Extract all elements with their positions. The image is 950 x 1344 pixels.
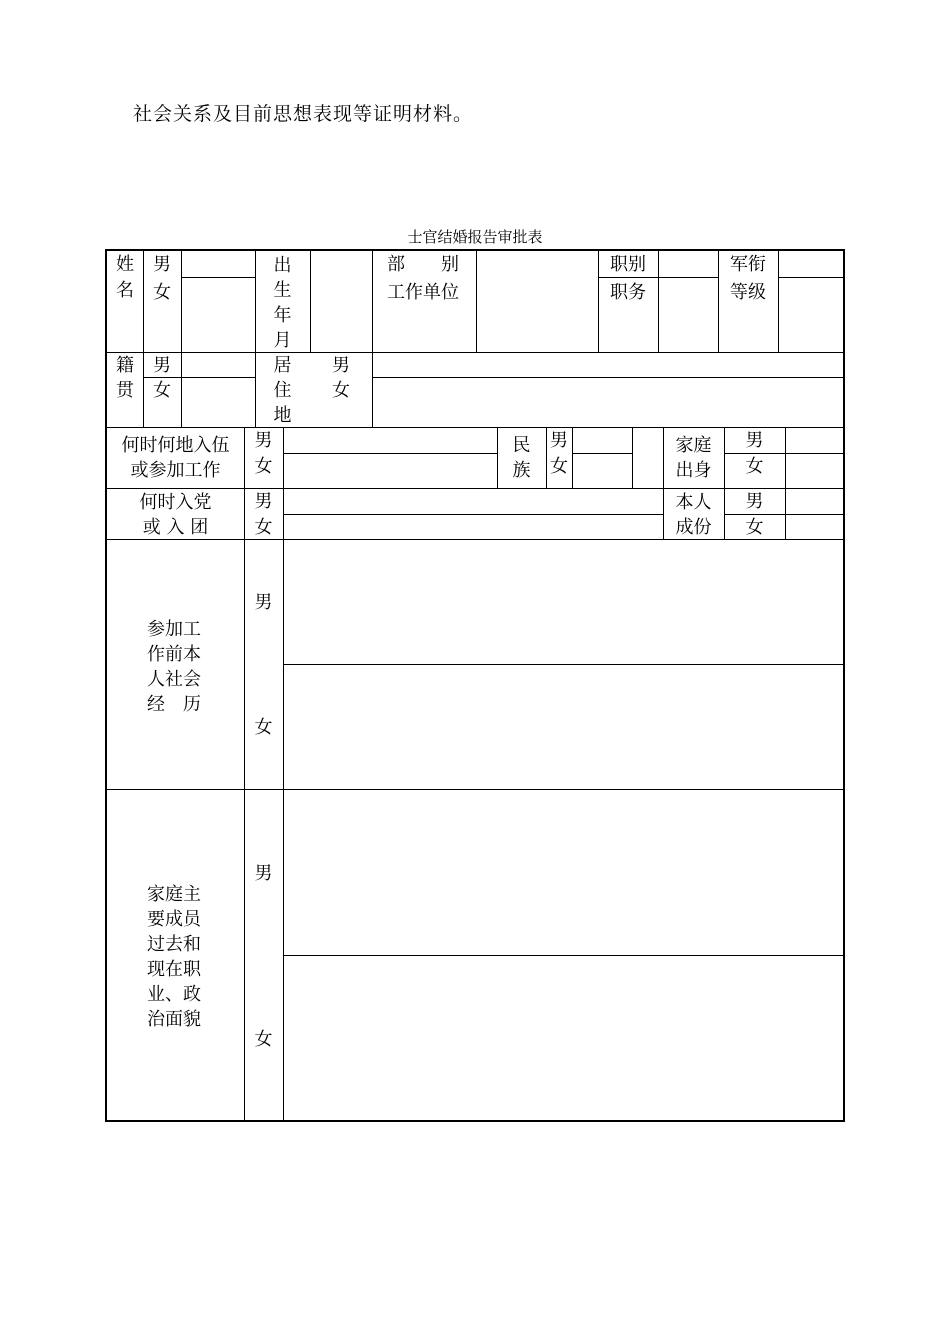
grid-line	[372, 377, 845, 378]
grid-line	[372, 251, 373, 427]
party-label: 何时入党	[139, 492, 212, 513]
grid-line	[572, 453, 632, 454]
male-label: 男	[745, 430, 764, 451]
personal-status-label: 成份	[675, 517, 712, 538]
prior-experience-label: 经 历	[147, 694, 201, 715]
male-label: 男	[332, 355, 350, 376]
prior-experience-label: 参加工	[147, 619, 201, 640]
personal-status-label: 本人	[675, 492, 712, 513]
female-label: 女	[153, 282, 171, 303]
birth-label: 出	[273, 255, 292, 276]
birth-label: 月	[273, 330, 292, 351]
form-title: 士官结婚报告审批表	[407, 228, 543, 246]
family-members-label: 过去和	[147, 934, 201, 955]
male-label: 男	[254, 491, 273, 512]
male-label: 男	[745, 491, 764, 512]
male-label: 男	[254, 430, 273, 451]
native-place-label: 贯	[116, 380, 134, 401]
grid-line	[476, 251, 477, 352]
family-members-label: 现在职	[147, 959, 201, 980]
family-members-label: 要成员	[147, 909, 201, 930]
family-members-label: 治面貌	[147, 1009, 201, 1030]
female-label: 女	[254, 717, 273, 738]
ethnicity-label: 民	[512, 435, 531, 456]
military-rank-label: 军衔	[730, 254, 766, 275]
grid-line	[283, 514, 663, 515]
male-label: 男	[254, 863, 273, 884]
grid-line	[283, 664, 845, 665]
enlist-label: 何时何地入伍	[121, 435, 230, 456]
grid-line	[310, 251, 311, 352]
department-label: 部 别	[387, 254, 459, 275]
male-label: 男	[153, 355, 171, 376]
native-place-label: 籍	[116, 355, 134, 376]
residence-label: 居	[273, 355, 292, 376]
enlist-label: 或参加工作	[130, 460, 221, 481]
ethnicity-label: 族	[512, 460, 531, 481]
family-members-label: 家庭主	[147, 884, 201, 905]
female-label: 女	[254, 1029, 273, 1050]
grid-line	[283, 955, 845, 956]
prior-experience-label: 人社会	[147, 669, 201, 690]
female-label: 女	[254, 517, 273, 538]
female-label: 女	[153, 380, 171, 401]
grid-line	[283, 453, 497, 454]
name-label: 姓	[116, 254, 134, 275]
grid-line	[181, 251, 182, 427]
rank-category-label: 职别	[610, 254, 646, 275]
grid-line	[107, 352, 845, 353]
grid-line	[181, 277, 255, 278]
grid-line	[107, 789, 845, 790]
grid-line	[658, 251, 659, 352]
grid-line	[778, 277, 845, 278]
female-label: 女	[254, 456, 273, 477]
family-members-label: 业、政	[147, 984, 201, 1005]
residence-label: 住	[273, 380, 292, 401]
birth-label: 年	[273, 305, 292, 326]
male-label: 男	[254, 592, 273, 613]
marriage-report-form	[105, 249, 845, 1122]
grid-line	[785, 427, 786, 539]
family-origin-label: 出身	[675, 460, 712, 481]
birth-label: 生	[273, 280, 292, 301]
female-label: 女	[745, 517, 764, 538]
family-origin-label: 家庭	[675, 435, 712, 456]
grade-label: 等级	[730, 282, 766, 303]
male-label: 男	[153, 254, 171, 275]
residence-label: 地	[273, 405, 292, 426]
party-label: 或 入 团	[142, 517, 209, 538]
female-label: 女	[745, 456, 764, 477]
female-label: 女	[550, 456, 568, 477]
grid-line	[572, 427, 573, 488]
name-label: 名	[116, 280, 134, 301]
grid-line	[283, 427, 284, 1122]
grid-line	[778, 251, 779, 352]
grid-line	[632, 427, 633, 488]
work-unit-label: 工作单位	[387, 282, 459, 303]
position-label: 职务	[610, 282, 646, 303]
prior-experience-label: 作前本	[147, 644, 201, 665]
female-label: 女	[332, 380, 350, 401]
male-label: 男	[550, 430, 568, 451]
intro-text: 社会关系及目前思想表现等证明材料。	[133, 103, 474, 125]
